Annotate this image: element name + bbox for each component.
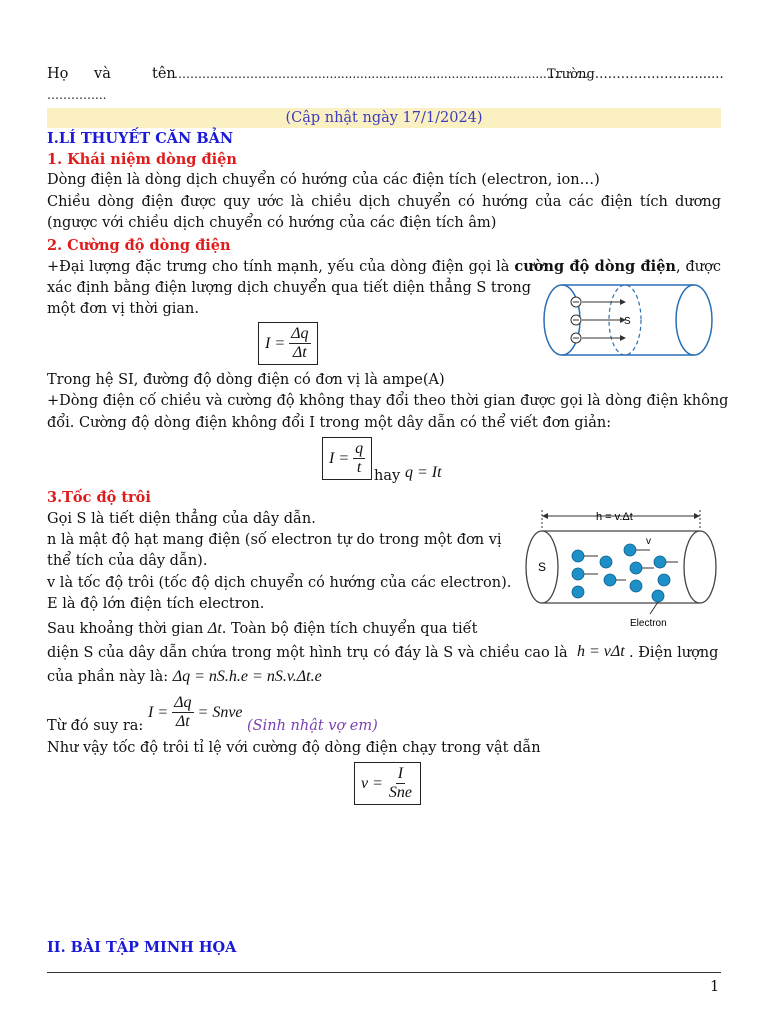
formula-lhs: I = bbox=[265, 335, 286, 352]
s3-paragraph-2a: n là mật độ hạt mang điện (số electron tự do trong một đơn vị bbox=[47, 532, 502, 548]
fig2-electron-label: Electron bbox=[630, 618, 667, 629]
formula-den: Δt bbox=[292, 344, 307, 361]
s2-paragraph-2: Trong hệ SI, đường độ dòng điện có đơn vị là ampe(A) bbox=[47, 372, 445, 388]
s2-paragraph-3b: đổi. Cường độ dòng điện không đổi I trong một dây dẫn có thể viết đơn giản: bbox=[47, 415, 612, 431]
electron-icons bbox=[572, 544, 670, 602]
section-2-title: II. BÀI TẬP MINH HỌA bbox=[47, 939, 237, 956]
fig1-s-label: S bbox=[624, 316, 631, 327]
name-dots: ………………………………....................................................................... bbox=[174, 67, 589, 81]
height-formula: h = vΔt bbox=[577, 643, 625, 660]
formula-dc-current bbox=[322, 437, 372, 480]
subsection-2-title: 2. Cường độ dòng điện bbox=[47, 237, 231, 254]
formula-num: Δq bbox=[174, 694, 192, 711]
fig2-s-label: S bbox=[538, 560, 547, 574]
s3-paragraph-5b: diện S của dây dẫn chứa trong một hình trụ có đáy là S và chiều cao là h = vΔt . Điện lượng bbox=[47, 643, 721, 664]
formula-charge: q = It bbox=[405, 464, 442, 481]
subsection-1-title: 1. Khái niệm dòng điện bbox=[47, 151, 237, 168]
dien-luong-text: . Điện lượng bbox=[629, 645, 719, 661]
va-label: và bbox=[94, 66, 111, 82]
formula-num: Δq bbox=[291, 325, 309, 342]
s3-paragraph-5a: Sau khoảng thời gian Δt. Toàn bộ điện tích chuyển qua tiết bbox=[47, 620, 478, 637]
footer-divider bbox=[47, 972, 721, 973]
formula-lhs: v = bbox=[361, 775, 383, 792]
formula-current bbox=[258, 322, 318, 365]
delta-t: Δt bbox=[207, 620, 222, 637]
fig2-v-label: v bbox=[646, 536, 651, 547]
s3-paragraph-3: v là tốc độ trôi (tốc độ dịch chuyển có hướng của các electron). bbox=[47, 575, 512, 591]
side-note: (Sinh nhật vợ em) bbox=[247, 718, 378, 734]
dots-continuation: …………... bbox=[47, 88, 107, 102]
formula-lhs: I = bbox=[329, 450, 350, 467]
formula-den: Δt bbox=[175, 713, 190, 730]
formula-num: q bbox=[355, 440, 364, 457]
s2-paragraph-1b: xác định bằng điện lượng dịch chuyển qua tiết diện thẳng S trong bbox=[47, 280, 531, 296]
s3-paragraph-6: Từ đó suy ra: bbox=[47, 718, 144, 734]
s1-paragraph-2a: Chiều dòng điện được quy ước là chiều dịch chuyển có hướng của các điện tích dương bbox=[47, 194, 721, 210]
section-1-title: I.LÍ THUYẾT CĂN BẢN bbox=[47, 130, 234, 147]
electron-icon bbox=[571, 297, 626, 307]
s1-paragraph-1: Dòng điện là dòng dịch chuyển có hướng của các điện tích (electron, ion…) bbox=[47, 172, 600, 188]
fig2-h-label: h = v.Δt bbox=[596, 511, 633, 523]
update-banner: (Cập nhật ngày 17/1/2024) bbox=[47, 108, 721, 128]
bold-term: cường độ dòng điện bbox=[514, 258, 676, 275]
student-info-line bbox=[47, 64, 724, 85]
s2-paragraph-1a: +Đại lượng đặc trưng cho tính mạnh, yếu của dòng điện gọi là cường độ dòng điện, được bbox=[47, 258, 721, 275]
school-label: Trường……………………...... bbox=[547, 67, 724, 82]
subsection-3-title: 3.Tốc độ trôi bbox=[47, 489, 151, 506]
hay-word: hay bbox=[374, 468, 401, 484]
s3-paragraph-1: Gọi S là tiết diện thẳng của dây dẫn. bbox=[47, 511, 316, 527]
formula-num: I bbox=[397, 765, 404, 782]
page-number: 1 bbox=[710, 979, 720, 995]
formula-lhs: I = bbox=[148, 704, 169, 721]
formula-den: t bbox=[356, 459, 362, 476]
electron-icon bbox=[571, 333, 626, 343]
electron-icon bbox=[571, 315, 626, 325]
wire-cross-section-figure bbox=[540, 280, 716, 360]
drift-velocity-figure bbox=[518, 504, 718, 630]
s2-paragraph-1c: một đơn vị thời gian. bbox=[47, 301, 199, 317]
s3-paragraph-5c: của phần này là: Δq = nS.h.e = nS.v.Δt.e bbox=[47, 668, 322, 685]
charge-formula: Δq = nS.h.e = nS.v.Δt.e bbox=[172, 668, 322, 685]
s1-paragraph-2b: (ngược với chiều dịch chuyển có hướng của các điện tích âm) bbox=[47, 215, 497, 231]
formula-drift-current bbox=[148, 694, 243, 731]
s3-paragraph-4: E là độ lớn điện tích electron. bbox=[47, 596, 265, 612]
s3-paragraph-7: Như vậy tốc độ trôi tỉ lệ với cường độ dòng điện chạy trong vật dẫn bbox=[47, 740, 541, 756]
s3-paragraph-2b: thể tích của dây dẫn). bbox=[47, 553, 208, 569]
name-label: Họ bbox=[47, 66, 69, 82]
formula-den: Sne bbox=[388, 784, 413, 801]
formula-drift-velocity bbox=[354, 762, 421, 805]
formula-rhs: = Snve bbox=[197, 704, 243, 721]
s2-paragraph-3a: +Dòng điện cố chiều và cường độ không thay đổi theo thời gian được gọi là dòng điện không bbox=[47, 393, 729, 409]
ten-label: tên bbox=[152, 66, 176, 82]
